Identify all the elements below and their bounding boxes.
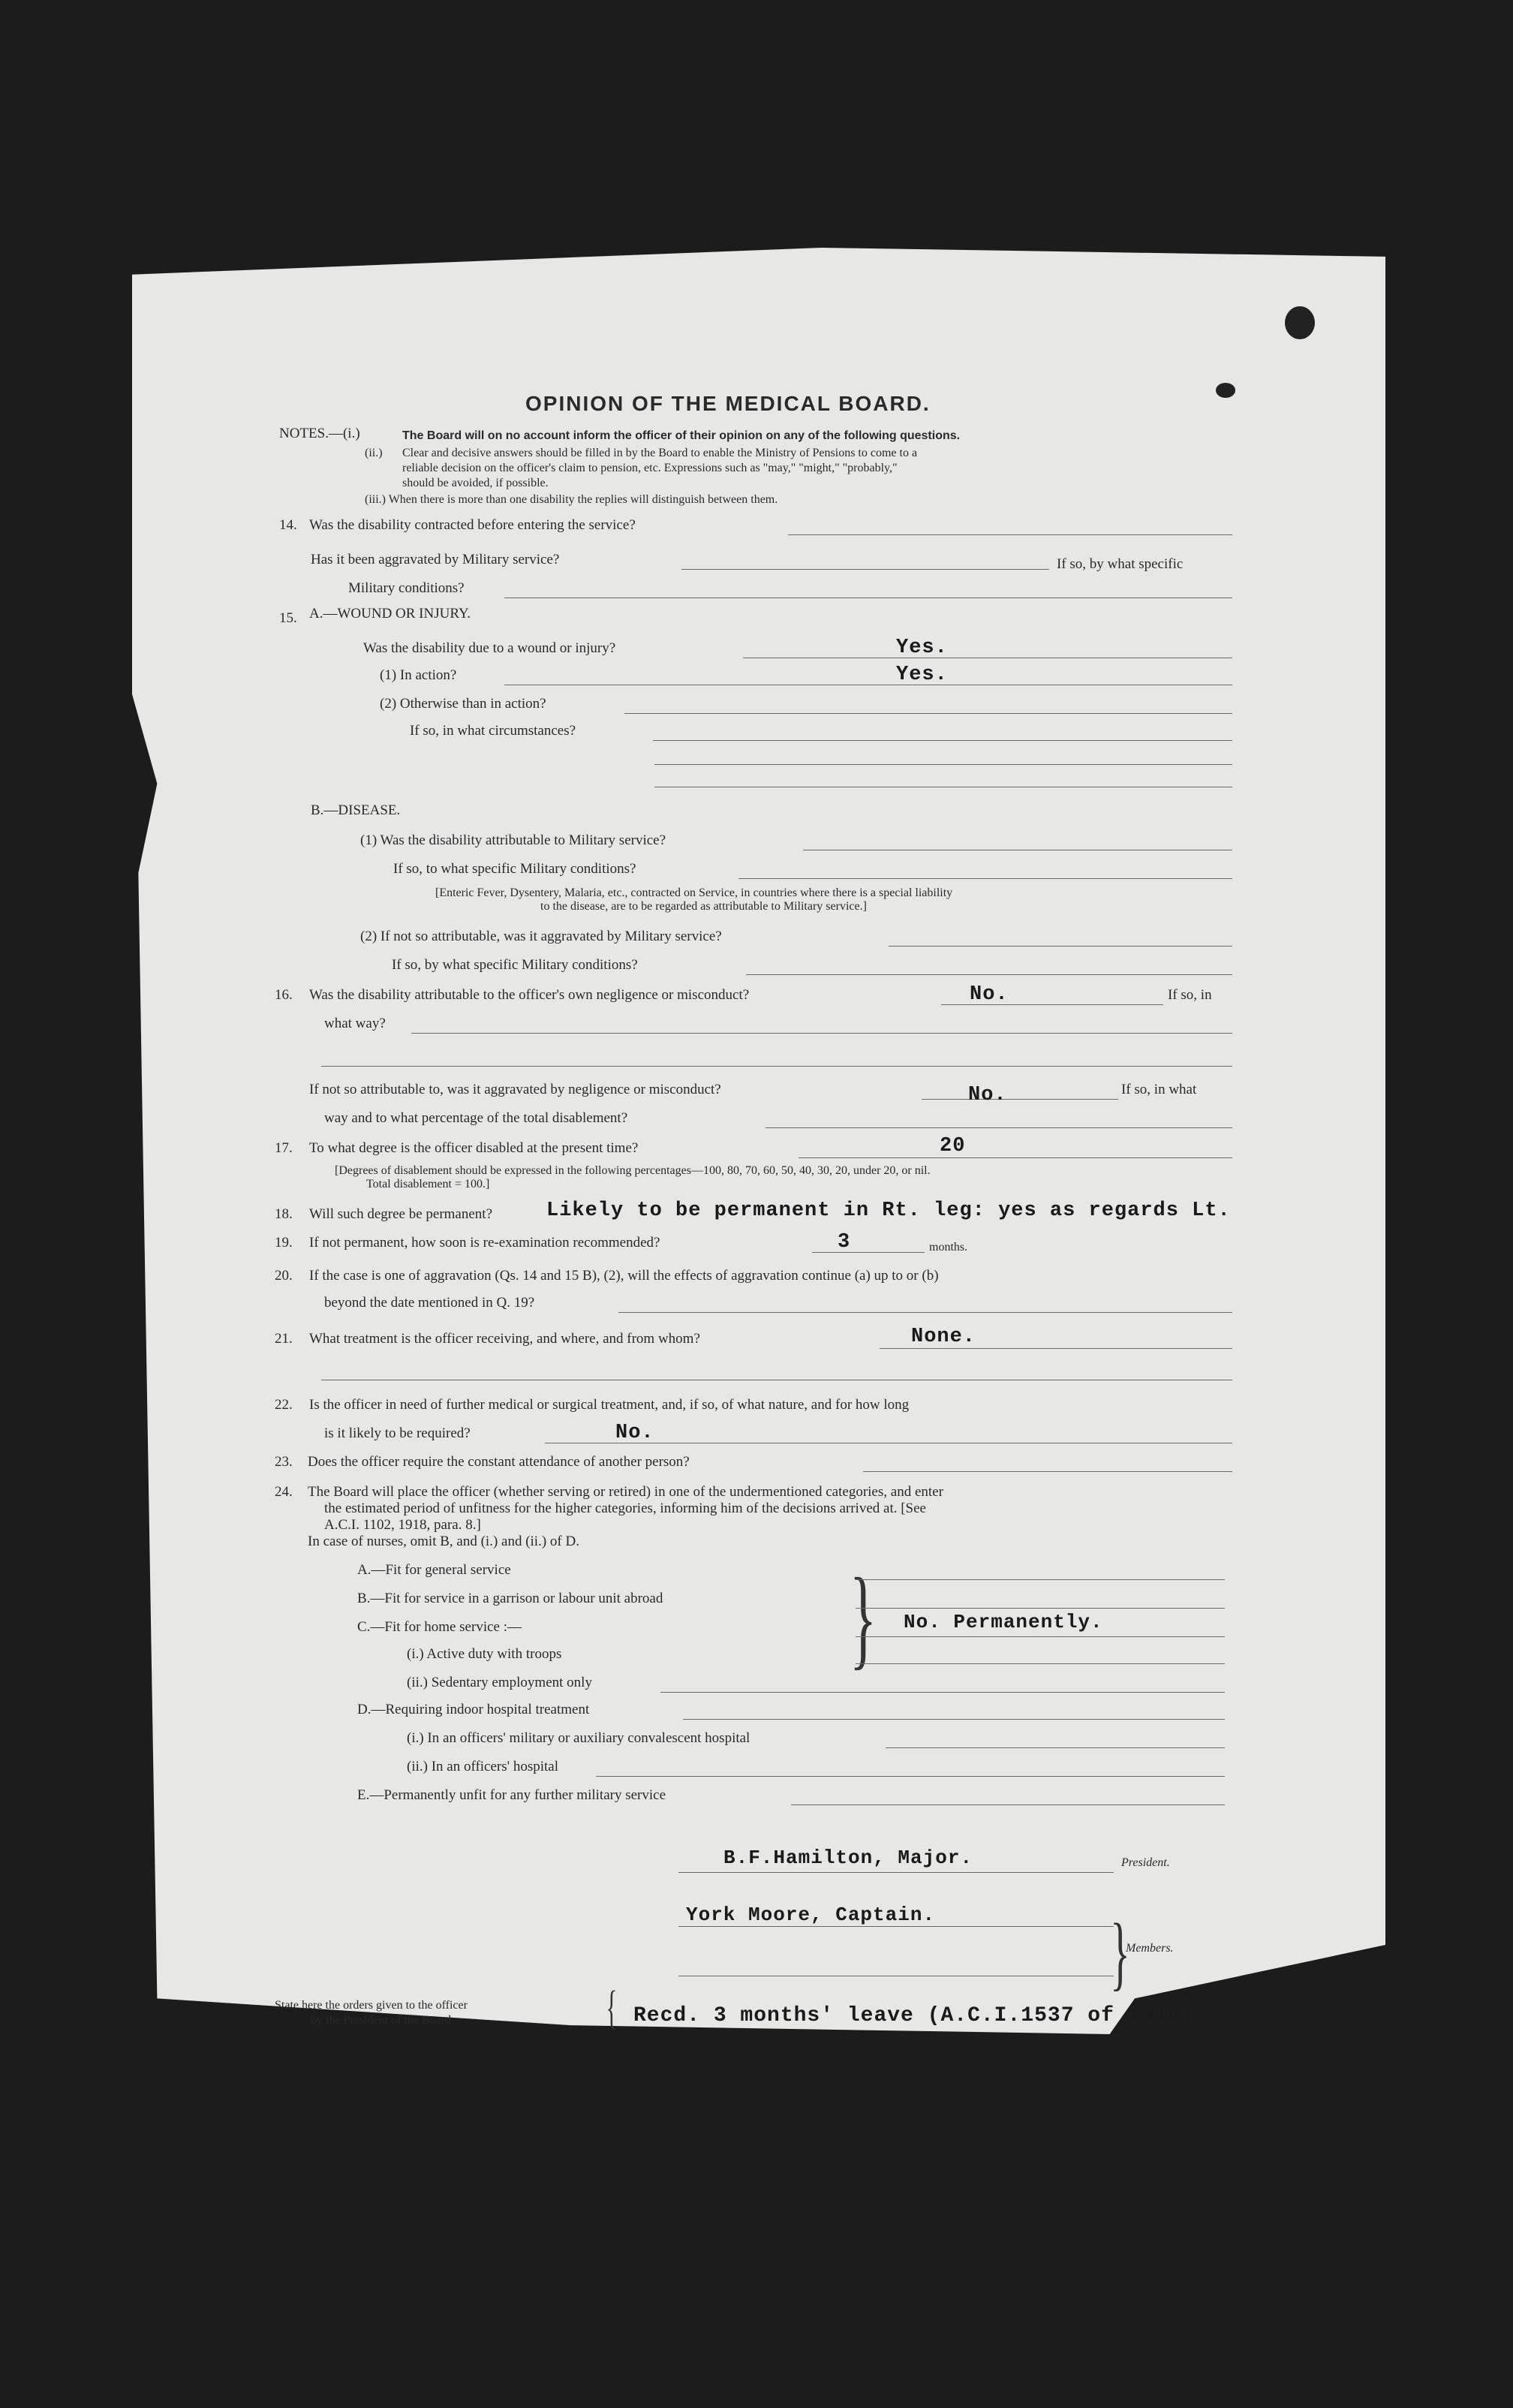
q15-heading-b: B.—DISEASE. — [311, 802, 401, 818]
q19-question: If not permanent, how soon is re-examination recommended? — [309, 1235, 660, 1251]
q24-answer: No. Permanently. — [904, 1611, 1103, 1633]
q23-question: Does the officer require the constant attendance of another person? — [308, 1454, 690, 1470]
q24-text-4: In case of nurses, omit B, and (i.) and (ii.) of D. — [308, 1534, 579, 1549]
q14-if-so: If so, by what specific — [1057, 556, 1184, 572]
q24-category-c-ii: (ii.) Sedentary employment only — [407, 1675, 592, 1690]
q21-answer-line — [880, 1348, 1232, 1349]
ink-blot — [1285, 306, 1315, 339]
q16-aggravated: If not so attributable to, was it aggravated by negligence or misconduct? — [309, 1082, 721, 1097]
note-2c: should be avoided, if possible. — [402, 477, 549, 489]
q18-answer: Likely to be permanent in Rt. leg: yes as regards Lt. — [546, 1199, 1231, 1222]
q15-specific-line — [738, 878, 1232, 879]
q24-cat-line-dii — [596, 1776, 1225, 1777]
orders-label-1: State here the orders given to the officer — [275, 1999, 468, 2012]
q21-question: What treatment is the officer receiving, and where, and from whom? — [309, 1331, 700, 1347]
members-brace: } — [1110, 1907, 1130, 1998]
q17-note-2: Total disablement = 100.] — [366, 1178, 490, 1190]
q24-category-e: E.—Permanently unfit for any further military service — [357, 1787, 666, 1803]
q19-months: months. — [929, 1241, 968, 1254]
president-label: President. — [1121, 1856, 1170, 1869]
q18-question: Will such degree be permanent? — [309, 1206, 493, 1222]
note-2b: reliable decision on the officer's claim to pension, etc. Expressions such as "may," "might," "probably," — [402, 462, 898, 474]
q24-cat-line-e — [791, 1804, 1225, 1805]
q15-action-answer: Yes. — [896, 664, 948, 686]
q16-question: Was the disability attributable to the officer's own negligence or misconduct? — [309, 987, 750, 1003]
q16-if-so-what: If so, in what — [1121, 1082, 1197, 1097]
president-signature: B.F.Hamilton, Major. — [723, 1847, 973, 1869]
q24-category-c-i: (i.) Active duty with troops — [407, 1646, 562, 1662]
q15-otherwise-line — [624, 713, 1232, 714]
q15-specific-2: If so, by what specific Military conditions? — [392, 957, 638, 973]
q24-category-d: D.—Requiring indoor hospital treatment — [357, 1702, 590, 1717]
note-1: The Board will on no account inform the officer of their opinion on any of the following questions. — [402, 429, 961, 442]
q22-question-cont: is it likely to be required? — [324, 1425, 471, 1441]
q24-cat-line-c — [856, 1636, 1225, 1637]
q14-number: 14. — [279, 517, 297, 533]
q16-percentage-line — [766, 1127, 1232, 1128]
member-signature-1: York Moore, Captain. — [686, 1904, 936, 1926]
q20-question: If the case is one of aggravation (Qs. 14 and 15 B), (2), will the effects of aggravation continue (a) up to or (b) — [309, 1268, 939, 1284]
q15-wound: Was the disability due to a wound or injury? — [363, 640, 616, 656]
q16-answer: No. — [970, 983, 1009, 1006]
q15-circumstances: If so, in what circumstances? — [410, 723, 576, 739]
note-2-num: (ii.) — [365, 447, 383, 459]
q17-number: 17. — [275, 1140, 293, 1156]
q24-brace: } — [850, 1555, 877, 1680]
q20-question-cont: beyond the date mentioned in Q. 19? — [324, 1295, 535, 1311]
notes-label: NOTES.—(i.) — [279, 426, 360, 441]
form-title: OPINION OF THE MEDICAL BOARD. — [525, 392, 931, 415]
q19-answer-line — [812, 1252, 925, 1253]
q17-note-1: [Degrees of disablement should be expressed in the following percentages—100, 80, 70, 60, 50, 40, 30, 20, under 20, or nil. — [335, 1164, 931, 1177]
q17-question: To what degree is the officer disabled at the present time? — [309, 1140, 639, 1156]
q24-category-b: B.—Fit for service in a garrison or labour unit abroad — [357, 1591, 663, 1606]
orders-label-2: by the President of the Board — [311, 2014, 452, 2027]
q19-answer: 3 — [838, 1231, 851, 1254]
note-3: (iii.) When there is more than one disability the replies will distinguish between them. — [365, 493, 778, 506]
q15-not-attributable: (2) If not so attributable, was it aggravated by Military service? — [360, 929, 722, 944]
q24-text-3: A.C.I. 1102, 1918, para. 8.] — [324, 1517, 481, 1533]
q24-category-d-ii: (ii.) In an officers' hospital — [407, 1759, 558, 1774]
q23-answer-line — [863, 1471, 1232, 1472]
q18-number: 18. — [275, 1206, 293, 1222]
q16-percentage: way and to what percentage of the total disablement? — [324, 1110, 628, 1126]
q16-what-way-line — [411, 1033, 1232, 1034]
q15-enteric-note-2: to the disease, are to be regarded as attributable to Military service.] — [540, 900, 867, 913]
q24-category-a: A.—Fit for general service — [357, 1562, 511, 1578]
q22-answer: No. — [615, 1422, 654, 1444]
q16-aggravated-answer: No. — [968, 1084, 1007, 1106]
q24-cat-line-ci — [856, 1663, 1225, 1664]
q15-attributable: (1) Was the disability attributable to Military service? — [360, 832, 666, 848]
q16-if-so: If so, in — [1168, 987, 1212, 1003]
q19-number: 19. — [275, 1235, 293, 1251]
q15-wound-answer: Yes. — [896, 637, 948, 659]
orders-brace: { — [606, 1982, 618, 2033]
q22-number: 22. — [275, 1397, 293, 1413]
q17-answer-line — [799, 1157, 1232, 1158]
q24-category-d-i: (i.) In an officers' military or auxiliary convalescent hospital — [407, 1730, 750, 1746]
q24-number: 24. — [275, 1484, 293, 1500]
orders-answer: Recd. 3 months' leave (A.C.I.1537 of 1916). — [633, 2004, 1208, 2027]
q24-cat-line-di — [886, 1747, 1225, 1748]
q17-answer: 20 — [940, 1135, 966, 1157]
q24-text-2: the estimated period of unfitness for the higher categories, informing him of the decisions arrived at. [See — [324, 1500, 926, 1516]
q14-question: Was the disability contracted before entering the service? — [309, 517, 636, 533]
q23-number: 23. — [275, 1454, 293, 1470]
q15-specific: If so, to what specific Military conditions? — [393, 861, 636, 877]
q16-what-way: what way? — [324, 1016, 386, 1031]
president-line — [678, 1872, 1114, 1873]
q15-action: (1) In action? — [380, 667, 457, 683]
members-label: Members. — [1126, 1942, 1174, 1955]
q16-what-way-line-2 — [321, 1066, 1232, 1067]
q15-otherwise: (2) Otherwise than in action? — [380, 696, 546, 712]
q24-cat-line-d — [683, 1719, 1225, 1720]
note-2a: Clear and decisive answers should be filled in by the Board to enable the Ministry of Pensions to come to a — [402, 447, 918, 459]
q14-aggravated-line — [681, 569, 1049, 570]
q15-circ-line-1 — [653, 740, 1232, 741]
q16-aggravated-line — [922, 1099, 1118, 1100]
q14-answer-line — [788, 534, 1232, 535]
q15-not-attributable-line — [889, 946, 1232, 947]
q14-aggravated: Has it been aggravated by Military service? — [311, 552, 560, 567]
q20-answer-line — [618, 1312, 1232, 1313]
q16-number: 16. — [275, 987, 293, 1003]
q15-circ-line-2 — [654, 764, 1232, 765]
q21-answer: None. — [911, 1326, 976, 1348]
q22-question: Is the officer in need of further medical or surgical treatment, and, if so, of what nature, and for how long — [309, 1397, 910, 1413]
ink-blot — [1216, 383, 1235, 398]
q15-specific-2-line — [746, 974, 1232, 975]
q14-conditions: Military conditions? — [348, 580, 465, 596]
q15-number: 15. — [279, 610, 297, 626]
q15-heading-a: A.—WOUND OR INJURY. — [309, 606, 471, 622]
q24-category-c: C.—Fit for home service :— — [357, 1619, 522, 1635]
q15-enteric-note-1: [Enteric Fever, Dysentery, Malaria, etc., contracted on Service, in countries where there is a special liability — [435, 886, 953, 899]
member-line-1 — [678, 1926, 1114, 1927]
q24-cat-line-a — [856, 1579, 1225, 1580]
q24-text-1: The Board will place the officer (whether serving or retired) in one of the undermentioned categories, and enter — [308, 1484, 943, 1500]
q14-conditions-line — [504, 597, 1232, 598]
q24-cat-line-b — [856, 1608, 1225, 1609]
q24-cat-line-cii — [660, 1692, 1225, 1693]
q21-number: 21. — [275, 1331, 293, 1347]
q20-number: 20. — [275, 1268, 293, 1284]
